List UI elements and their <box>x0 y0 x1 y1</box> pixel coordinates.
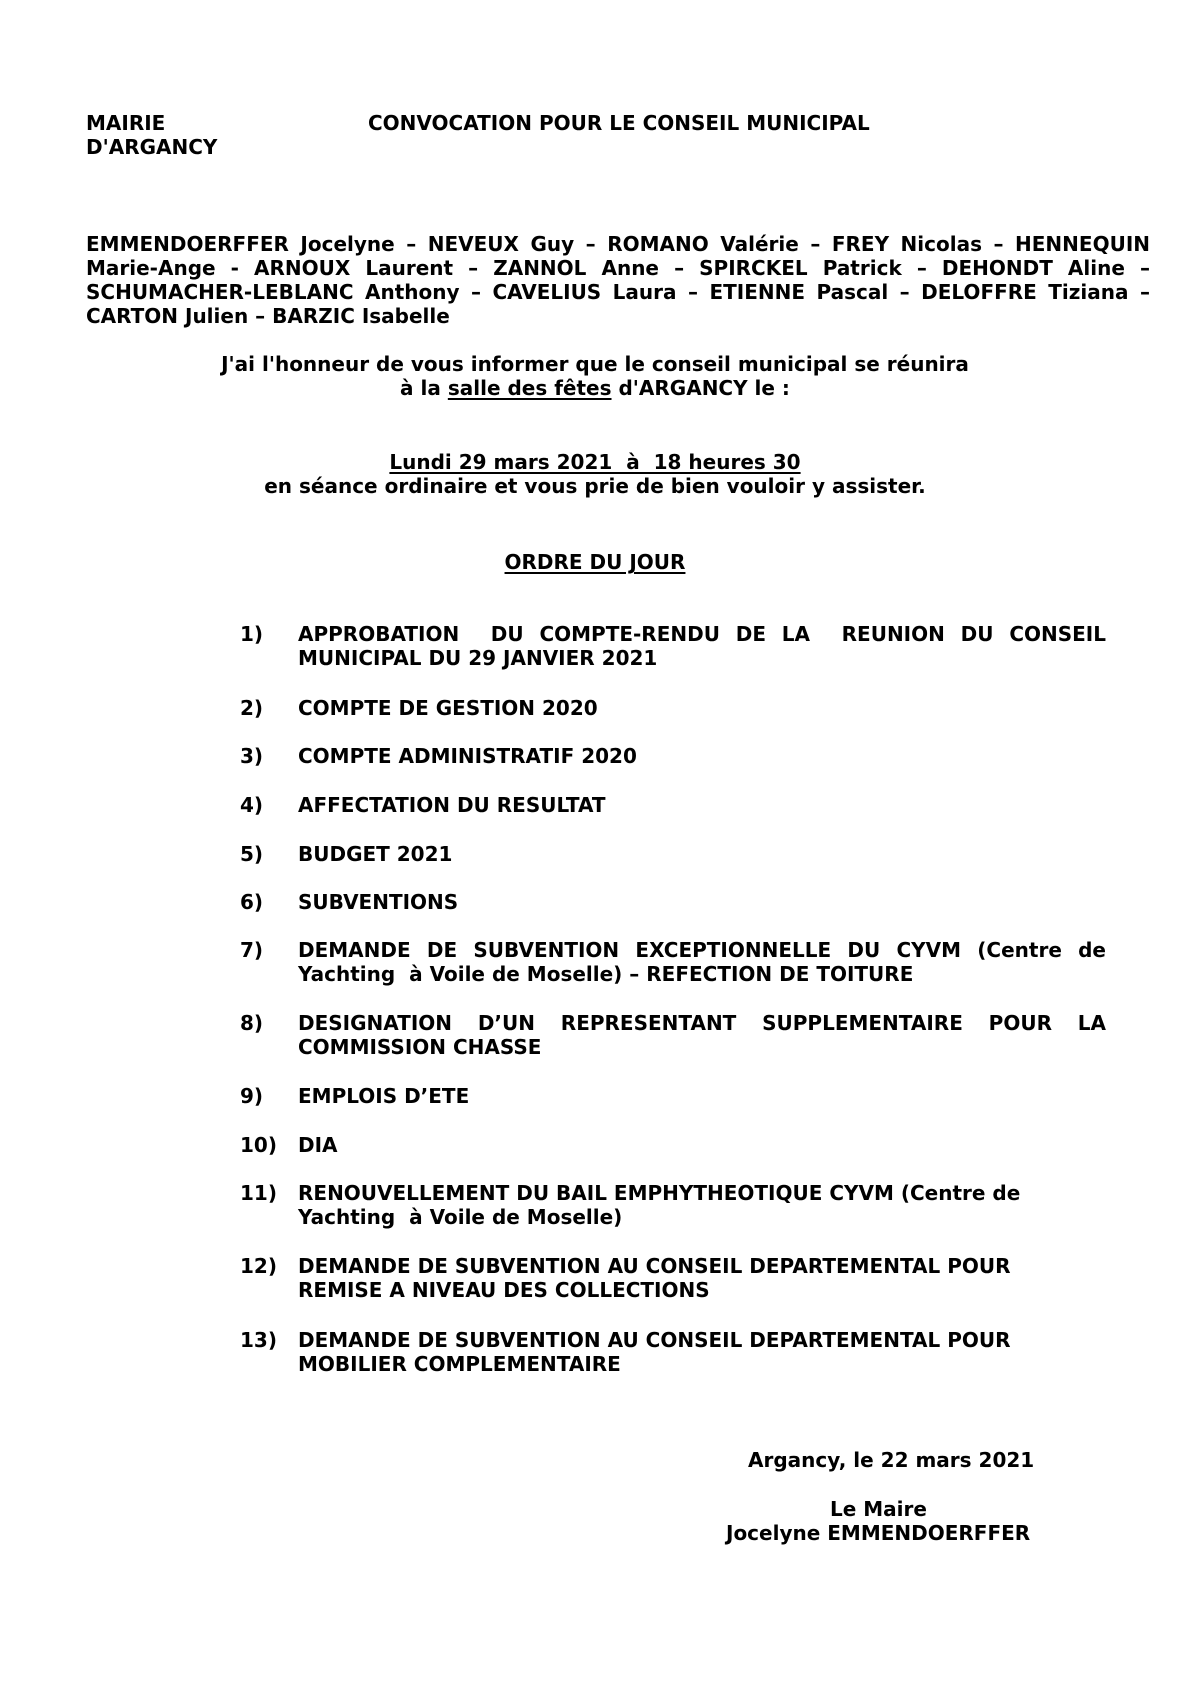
agenda-item-text <box>298 793 1106 817</box>
intro-line: J'ai l'honneur de vous informer que le conseil municipal se réunira <box>221 352 969 376</box>
sender-line: D'ARGANCY <box>86 135 218 159</box>
agenda-item-text <box>298 842 1106 866</box>
intro-suffix: d'ARGANCY le : <box>611 376 790 400</box>
agenda-item-line: APPROBATION DU COMPTE-RENDU DE LA REUNION DU CONSEIL <box>298 622 1106 646</box>
agenda-item-text <box>298 1011 1106 1059</box>
agenda-item-number: 10) <box>240 1133 277 1157</box>
place-and-date: Argancy, le 22 mars 2021 <box>748 1448 1035 1472</box>
agenda-item-text <box>298 1328 1106 1376</box>
agenda-item-line: COMMISSION CHASSE <box>298 1035 542 1059</box>
agenda-item-text <box>298 622 1106 670</box>
agenda-item-text <box>298 890 1106 914</box>
agenda-title-text: ORDRE DU JOUR <box>504 550 686 574</box>
agenda-title <box>0 550 1190 574</box>
agenda-item-number: 6) <box>240 890 264 914</box>
session-line: en séance ordinaire et vous prie de bien vouloir y assister. <box>264 474 926 498</box>
agenda-item-number: 9) <box>240 1084 264 1108</box>
agenda-item-number: 11) <box>240 1181 277 1205</box>
agenda-item-number: 13) <box>240 1328 277 1352</box>
agenda-item-line: Yachting à Voile de Moselle) – REFECTION DE TOITURE <box>298 962 914 986</box>
agenda-item-line: DESIGNATION D’UN REPRESENTANT SUPPLEMENTAIRE POUR LA <box>298 1011 1106 1035</box>
sender-block <box>86 111 286 159</box>
signatory-name: Jocelyne EMMENDOERFFER <box>726 1521 1031 1545</box>
agenda-item-number: 5) <box>240 842 264 866</box>
intro-paragraph <box>0 352 1190 400</box>
agenda-item-number: 8) <box>240 1011 264 1035</box>
agenda-item-text <box>298 1181 1106 1229</box>
agenda-item-line: COMPTE ADMINISTRATIF 2020 <box>298 744 637 768</box>
agenda-item-number: 3) <box>240 744 264 768</box>
agenda-item-text <box>298 1133 1106 1157</box>
agenda-item-line: BUDGET 2021 <box>298 842 453 866</box>
agenda-item-line: MUNICIPAL DU 29 JANVIER 2021 <box>298 646 658 670</box>
recipient-line: SCHUMACHER-LEBLANC Anthony – CAVELIUS Laura – ETIENNE Pascal – DELOFFRE Tiziana – <box>86 280 1150 304</box>
intro-prefix: à la <box>400 376 448 400</box>
agenda-item-line: DIA <box>298 1133 338 1157</box>
venue-name: salle des fêtes <box>447 376 612 400</box>
agenda-item-number: 2) <box>240 696 264 720</box>
intro-line <box>0 376 1190 400</box>
agenda-item-line: DEMANDE DE SUBVENTION AU CONSEIL DEPARTEMENTAL POUR <box>298 1254 1011 1278</box>
recipient-line: Marie-Ange - ARNOUX Laurent – ZANNOL Anne – SPIRCKEL Patrick – DEHONDT Aline – <box>86 256 1150 280</box>
agenda-item-line: EMPLOIS D’ETE <box>298 1084 470 1108</box>
agenda-item-text <box>298 1084 1106 1108</box>
agenda-item-line: REMISE A NIVEAU DES COLLECTIONS <box>298 1278 710 1302</box>
agenda-item-line: AFFECTATION DU RESULTAT <box>298 793 606 817</box>
signatory-role: Le Maire <box>830 1497 927 1521</box>
recipient-list <box>86 232 1150 328</box>
agenda-item-line: DEMANDE DE SUBVENTION EXCEPTIONNELLE DU CYVM (Centre de <box>298 938 1106 962</box>
agenda-item-line: MOBILIER COMPLEMENTAIRE <box>298 1352 621 1376</box>
agenda-item-number: 7) <box>240 938 264 962</box>
agenda-item-number: 4) <box>240 793 264 817</box>
agenda-item-number: 1) <box>240 622 264 646</box>
session-datetime <box>0 450 1190 474</box>
agenda-item-number: 12) <box>240 1254 277 1278</box>
sender-line: MAIRIE <box>86 111 166 135</box>
session-info <box>0 450 1190 498</box>
agenda-item-line: DEMANDE DE SUBVENTION AU CONSEIL DEPARTEMENTAL POUR <box>298 1328 1011 1352</box>
document-title: CONVOCATION POUR LE CONSEIL MUNICIPAL <box>368 111 870 135</box>
agenda-item-line: RENOUVELLEMENT DU BAIL EMPHYTHEOTIQUE CYVM (Centre de <box>298 1181 1021 1205</box>
agenda-item-text <box>298 744 1106 768</box>
agenda-item-text <box>298 938 1106 986</box>
agenda-item-line: SUBVENTIONS <box>298 890 459 914</box>
session-datetime-text: Lundi 29 mars 2021 à 18 heures 30 <box>389 450 801 474</box>
recipient-line: CARTON Julien – BARZIC Isabelle <box>86 304 450 328</box>
agenda-item-line: Yachting à Voile de Moselle) <box>298 1205 623 1229</box>
agenda-item-text <box>298 1254 1106 1302</box>
agenda-item-text <box>298 696 1106 720</box>
recipient-line: EMMENDOERFFER Jocelyne – NEVEUX Guy – ROMANO Valérie – FREY Nicolas – HENNEQUIN <box>86 232 1150 256</box>
agenda-item-line: COMPTE DE GESTION 2020 <box>298 696 598 720</box>
